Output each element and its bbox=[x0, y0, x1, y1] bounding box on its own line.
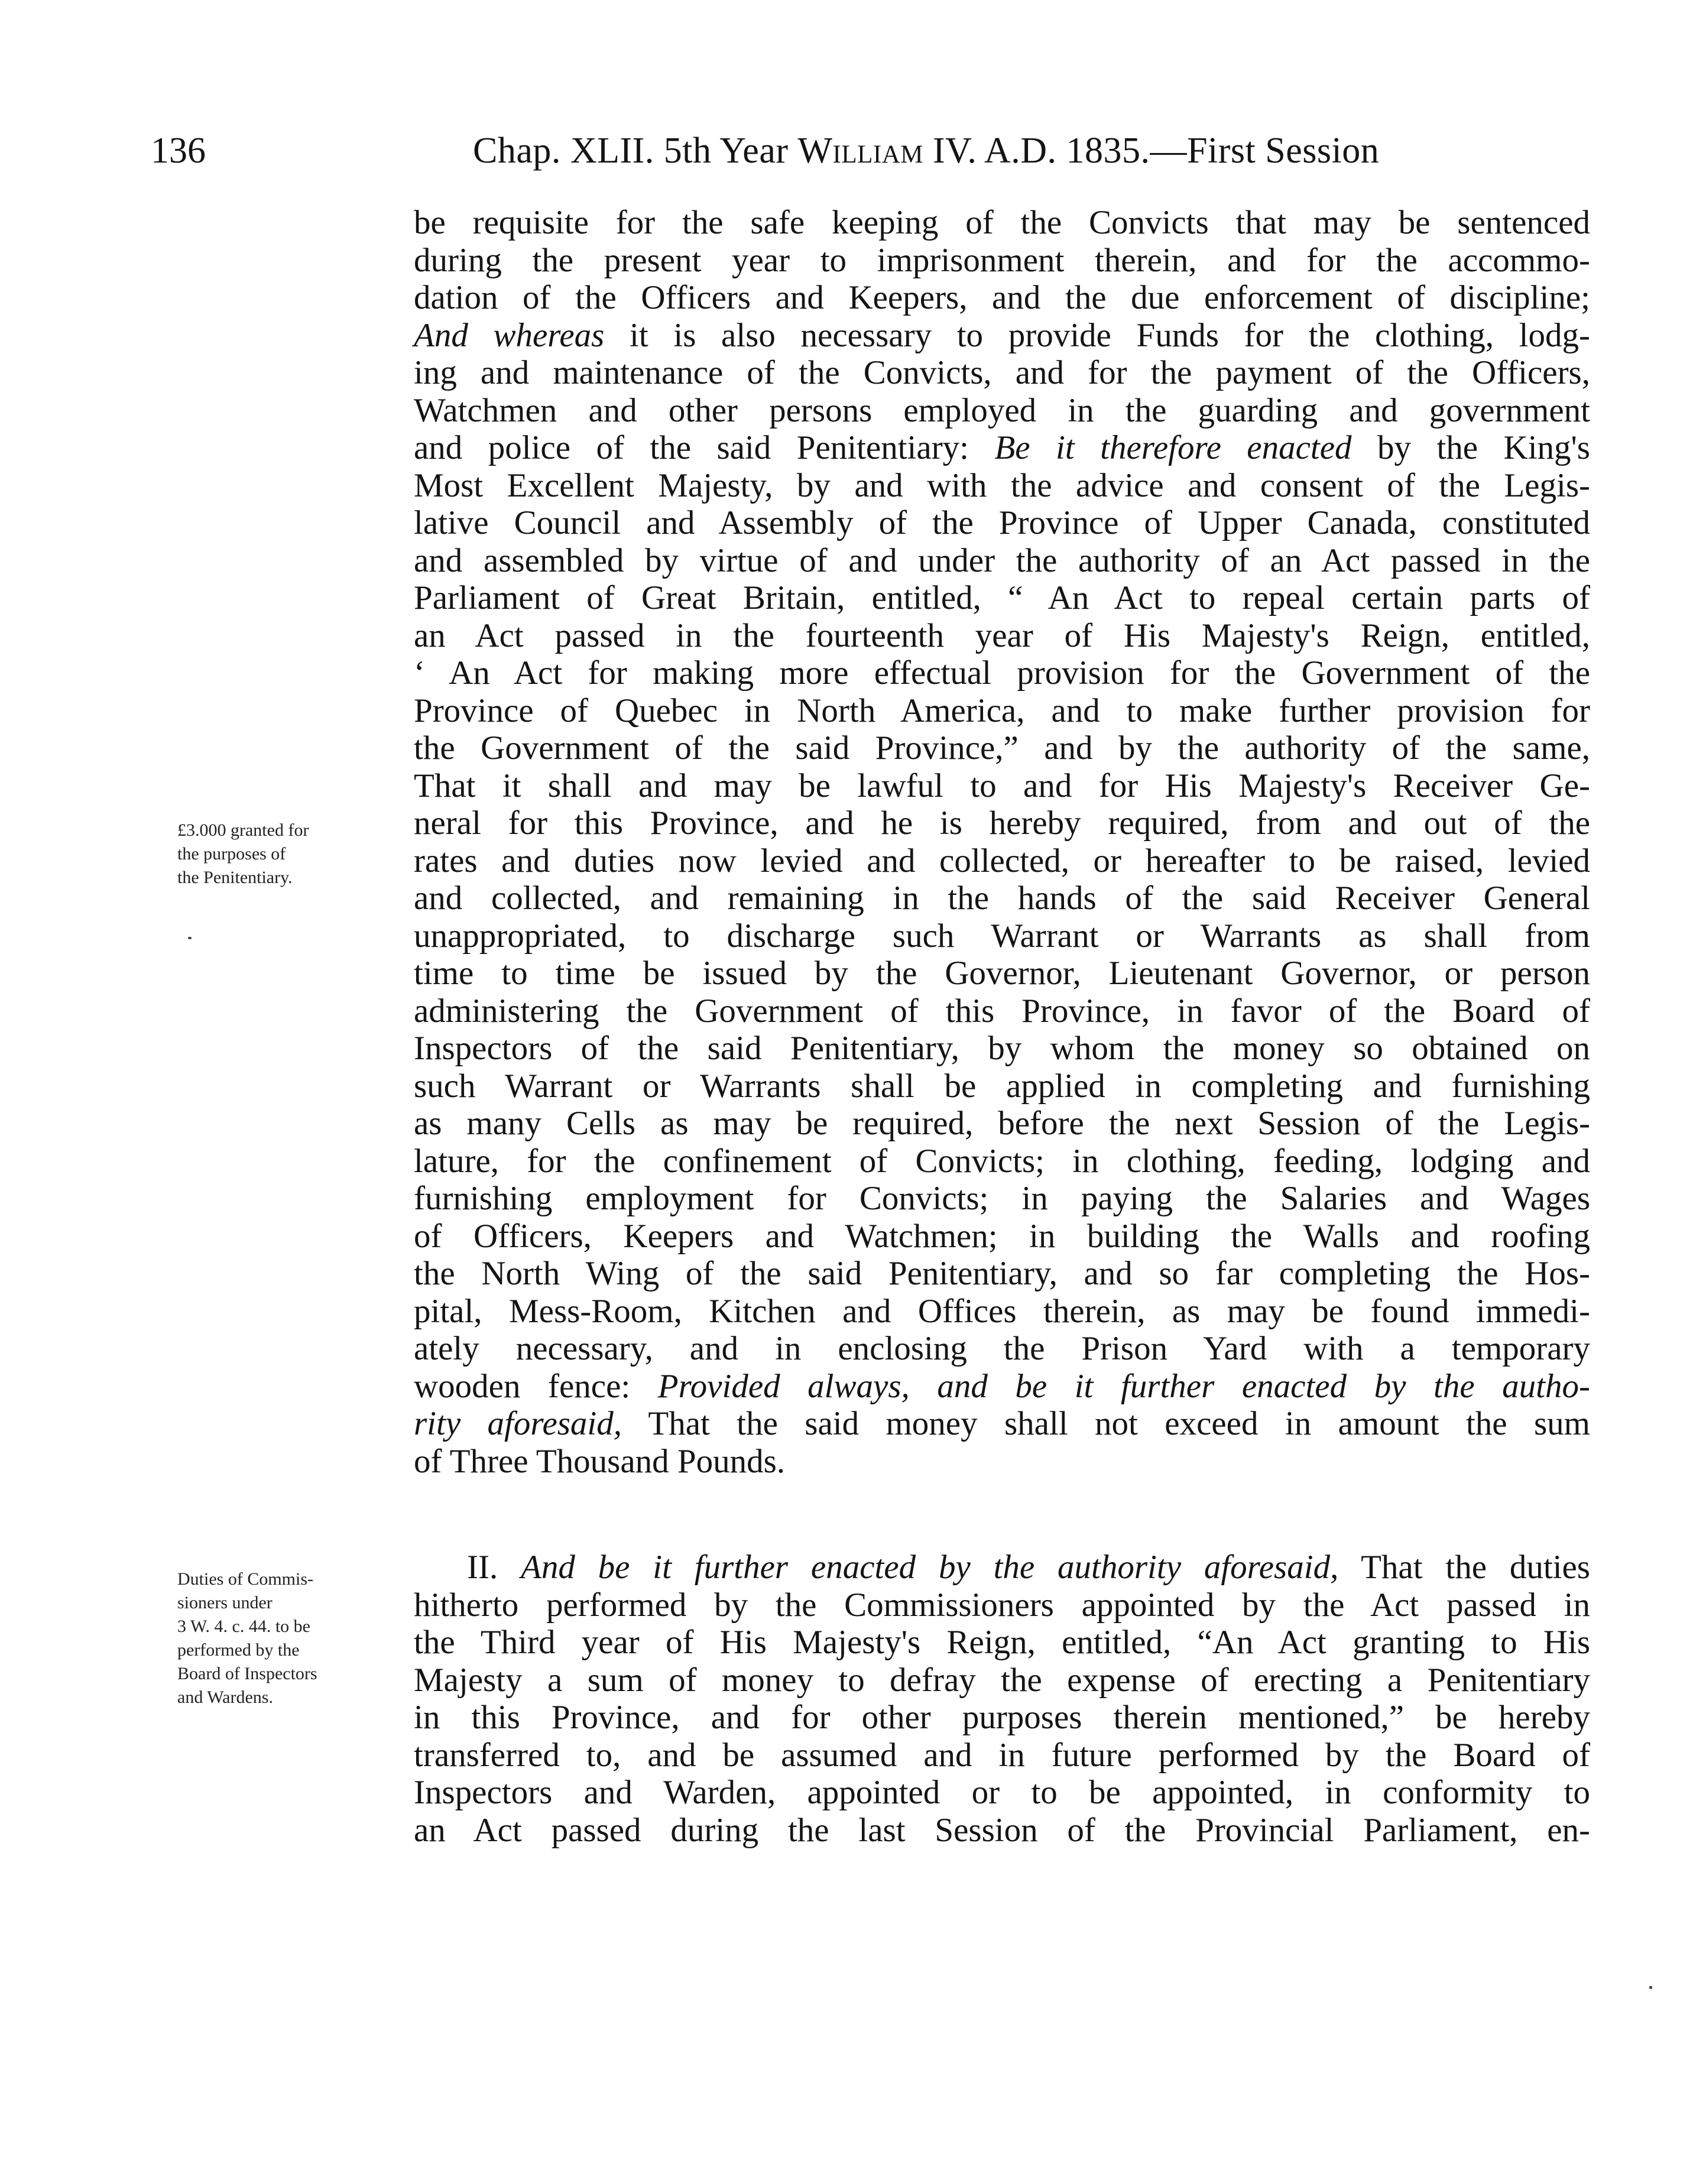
text-line: Inspectors of the said Penitentiary, by whom the money so obtained on bbox=[414, 1030, 1590, 1067]
italic-phrase: Be it therefore enacted bbox=[994, 429, 1352, 466]
text-line: Watchmen and other persons employed in the guarding and government bbox=[414, 391, 1590, 429]
text-line: dation of the Officers and Keepers, and the due enforcement of discipline; bbox=[414, 279, 1590, 316]
text-line: unappropriated, to discharge such Warrant or Warrants as shall from bbox=[414, 917, 1590, 955]
text-line: Parliament of Great Britain, entitled, “ An Act to repeal certain parts of bbox=[414, 579, 1590, 616]
paragraph-enactment bbox=[414, 204, 1590, 1480]
text-line: an Act passed in the fourteenth year of His Majesty's Reign, entitled, bbox=[414, 616, 1590, 654]
text-line: and collected, and remaining in the hands of the said Receiver General bbox=[414, 880, 1590, 917]
page-number: 136 bbox=[151, 131, 206, 171]
text-line: as many Cells as may be required, before the next Session of the Legis- bbox=[414, 1105, 1590, 1142]
running-head bbox=[473, 124, 1379, 177]
text-line: time to time be issued by the Governor, Lieutenant Governor, or person bbox=[414, 955, 1590, 992]
running-head-suffix: IV. A.D. 1835.—First Session bbox=[923, 131, 1380, 171]
marginal-note-line: sioners under bbox=[177, 1593, 273, 1612]
text-line bbox=[414, 429, 1590, 467]
italic-phrase: Provided always, and be it further enacted by the autho- bbox=[657, 1367, 1590, 1405]
running-head-prefix: Chap. XLII. 5th Year bbox=[473, 131, 798, 171]
text-line bbox=[414, 1405, 1590, 1443]
text-line: Most Excellent Majesty, by and with the advice and consent of the Legis- bbox=[414, 466, 1590, 504]
marginal-note-line: and Wardens. bbox=[177, 1688, 273, 1707]
marginal-note-line: £3.000 granted for bbox=[177, 820, 309, 840]
text-run: That the duties bbox=[1338, 1549, 1590, 1586]
page-header bbox=[151, 124, 1528, 177]
text-line bbox=[414, 1368, 1590, 1406]
text-line: administering the Government of this Province, in favor of the Board of bbox=[414, 992, 1590, 1030]
text-line bbox=[414, 317, 1590, 355]
marginal-note-line: the Penitentiary. bbox=[177, 868, 293, 887]
text-line bbox=[414, 1549, 1590, 1586]
text-line: in this Province, and for other purposes therein mentioned,” be hereby bbox=[414, 1699, 1590, 1736]
marginal-note-line: 3 W. 4. c. 44. to be bbox=[177, 1617, 310, 1636]
text-line: That it shall and may be lawful to and for His Majesty's Receiver Ge- bbox=[414, 767, 1590, 804]
text-line: Province of Quebec in North America, and to make further provision for bbox=[414, 692, 1590, 729]
text-line: of Three Thousand Pounds. bbox=[414, 1442, 786, 1480]
text-line: such Warrant or Warrants shall be applied in completing and furnishing bbox=[414, 1067, 1590, 1105]
marginal-note-line: performed by the bbox=[177, 1640, 300, 1660]
text-line: neral for this Province, and he is hereby required, from and out of the bbox=[414, 804, 1590, 842]
text-line: Inspectors and Warden, appointed or to be appointed, in conformity to bbox=[414, 1774, 1590, 1811]
text-line: lature, for the confinement of Convicts; in clothing, feeding, lodging and bbox=[414, 1142, 1590, 1180]
marginal-note-duties bbox=[177, 1568, 402, 1709]
text-line: of Officers, Keepers and Watchmen; in building the Walls and roofing bbox=[414, 1217, 1590, 1255]
print-speck bbox=[1649, 1986, 1652, 1989]
text-line: pital, Mess-Room, Kitchen and Offices therein, as may be found immedi- bbox=[414, 1292, 1590, 1330]
text-run: by the King's bbox=[1351, 429, 1590, 466]
text-line: furnishing employment for Convicts; in paying the Salaries and Wages bbox=[414, 1180, 1590, 1217]
text-line: the Third year of His Majesty's Reign, entitled, “An Act granting to His bbox=[414, 1624, 1590, 1661]
text-line: transferred to, and be assumed and in future performed by the Board of bbox=[414, 1736, 1590, 1774]
text-line: ately necessary, and in enclosing the Prison Yard with a temporary bbox=[414, 1330, 1590, 1367]
text-line: Majesty a sum of money to defray the expense of erecting a Penitentiary bbox=[414, 1661, 1590, 1699]
text-run: and police of the said Penitentiary: bbox=[414, 429, 995, 466]
text-run: it is also necessary to provide Funds for the clothing, lodg- bbox=[604, 316, 1590, 354]
text-run: wooden fence: bbox=[414, 1367, 658, 1405]
text-line: and assembled by virtue of and under the authority of an Act passed in the bbox=[414, 541, 1590, 579]
text-line: the Government of the said Province,” and by the authority of the same, bbox=[414, 729, 1590, 767]
marginal-note-line: the purposes of bbox=[177, 844, 286, 864]
text-line: hitherto performed by the Commissioners appointed by the Act passed in bbox=[414, 1586, 1590, 1624]
italic-phrase: rity aforesaid, bbox=[414, 1405, 622, 1442]
marginal-note-grant bbox=[177, 819, 402, 890]
text-line: be requisite for the safe keeping of the Convicts that may be sentenced bbox=[414, 204, 1590, 241]
text-line: during the present year to imprisonment therein, and for the accommo- bbox=[414, 241, 1590, 279]
italic-phrase: And whereas bbox=[414, 316, 605, 354]
italic-phrase: And be it further enacted by the authority aforesaid, bbox=[521, 1549, 1339, 1586]
text-line: rates and duties now levied and collected, or hereafter to be raised, levied bbox=[414, 842, 1590, 880]
text-line: ing and maintenance of the Convicts, and for the payment of the Officers, bbox=[414, 354, 1590, 391]
marginal-note-line: Duties of Commis- bbox=[177, 1569, 313, 1589]
text-line: lative Council and Assembly of the Province of Upper Canada, constituted bbox=[414, 504, 1590, 541]
text-run: That the said money shall not exceed in amount the sum bbox=[622, 1405, 1590, 1442]
text-line: the North Wing of the said Penitentiary, and so far completing the Hos- bbox=[414, 1255, 1590, 1292]
text-line: ‘ An Act for making more effectual provision for the Government of the bbox=[414, 654, 1590, 692]
paragraph-section-ii bbox=[414, 1549, 1590, 1849]
marginal-note-line: Board of Inspectors bbox=[177, 1664, 317, 1683]
print-speck bbox=[188, 937, 192, 939]
section-number: II. bbox=[467, 1549, 521, 1586]
running-head-king: William bbox=[797, 131, 923, 171]
text-line: an Act passed during the last Session of the Provincial Parliament, en- bbox=[414, 1811, 1590, 1849]
